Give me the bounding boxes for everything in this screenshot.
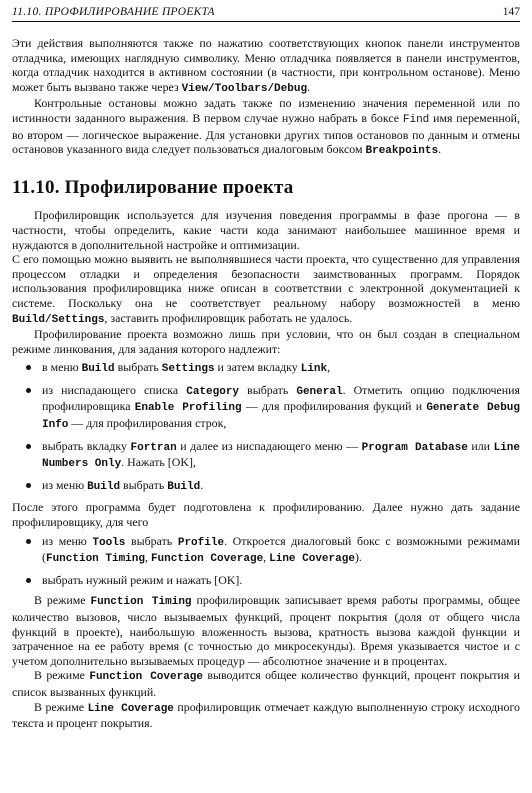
list-item: из ниспадающего списка Category выбрать General. Отметить опцию подключения профилировщика Enable Profiling — для профилирования фукций и Generate Debug Info — для профилирования строк,: [12, 383, 520, 433]
bullet-icon: [26, 365, 31, 370]
section-heading: 11.10. Профилирование проекта: [12, 176, 294, 198]
bullet-icon: [26, 539, 31, 544]
paragraph-profiler-usage: С его помощью можно выявить не выполнявшиеся части проекта, что существенно для управления процессом отладки и определения безопасности заимствованных программ. Порядок использования профилировщика ниже описан в соответствии с электронной документацией к системе. Поскольку она не соответствует реальному набору возможностей в меню Build/Settings, заставить профилировщик работать не удалось.: [12, 252, 520, 326]
bullet-icon: [26, 578, 31, 583]
paragraph-line-coverage: В режиме Line Coverage профилировщик отмечает каждую выполненную строку исходного текста и процент покрытия.: [12, 699, 520, 731]
bullet-icon: [26, 483, 31, 488]
paragraph-function-timing: В режиме Function Timing профилировщик записывает время работы программы, общее количество вызовов, число вызываемых функций, процент покрытия (доля от общего числа функций в проекте), наибольшую вложенность вызова, кратность вызова каждой функции и затраченное на ее работу время (с точностью до микросекунды). Время указывается чистое и с учетом дополнительно вызываемых процедур — абсолютное значение и в процентах.: [12, 593, 520, 668]
paragraph-task-profiler: После этого программа будет подготовлена к профилированию. Далее нужно дать задание профилировщику, для чего: [12, 500, 520, 530]
list-item: в меню Build выбрать Settings и затем вкладку Link,: [12, 360, 520, 377]
list-item: из меню Tools выбрать Profile. Откроется диалоговый бокс с возможными режимами (Function Timing, Function Coverage, Line Coverage).: [12, 534, 520, 567]
running-head: [12, 6, 520, 22]
paragraph-breakpoints: Контрольные остановы можно задать также по изменению значения переменной или по истинности заданного выражения. В первом случае нужно набрать в боксе Find имя переменной, во втором — логическое выражение. Для установки других типов остановов по данным и отмены остановов указанного вида следует пользоваться диалоговым боксом Breakpoints.: [12, 96, 520, 158]
section-running-title: 11.10. ПРОФИЛИРОВАНИЕ ПРОЕКТА: [12, 6, 215, 18]
list-item: выбрать нужный режим и нажать [OK].: [12, 573, 520, 588]
bullet-icon: [26, 388, 31, 393]
list-item: из меню Build выбрать Build.: [12, 478, 520, 495]
paragraph-link-mode: Профилирование проекта возможно лишь при условии, что он был создан в специальном режиме линкования, для задания которого надлежит:: [12, 327, 520, 356]
paragraph-function-coverage: В режиме Function Coverage выводится общее количество функций, процент покрытия и список вызванных функций.: [12, 668, 520, 699]
bullet-icon: [26, 444, 31, 449]
list-item: выбрать вкладку Fortran и далее из ниспадающего меню — Program Database или Line Numbers Only. Нажать [OK],: [12, 439, 520, 472]
page-number: 147: [502, 6, 520, 18]
page-body: [12, 36, 520, 731]
profile-steps-list: [12, 534, 520, 588]
link-steps-list: [12, 360, 520, 494]
page: [12, 6, 520, 731]
paragraph-profiler-intro: Профилировщик используется для изучения поведения программы в фазе прогона — в частности, чтобы определить, какие части кода занимают наибольшее машинное время и нуждаются в дополнительной настройке и оптимизации.: [12, 208, 520, 252]
paragraph-debug-menu: Эти действия выполняются также по нажатию соответствующих кнопок панели инструментов отладчика, имеющих наглядную символику. Меню отладчика появляется в панели инструментов, когда отладчик находится в активном состоянии (в частности, при контрольном останове). Меню может быть вызвано также через View/Toolbars/Debug.: [12, 36, 520, 95]
